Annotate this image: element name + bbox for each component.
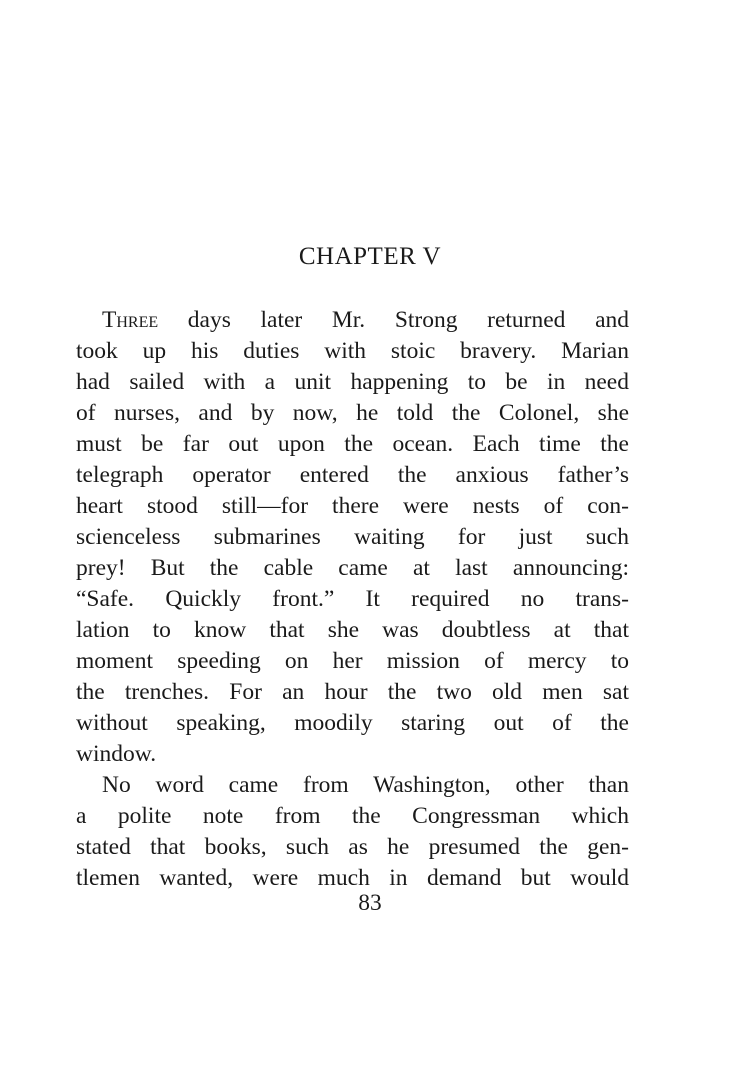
paragraph-1-line-12: moment speeding on her mission of mercy to: [76, 648, 629, 674]
paragraph-2-line-1: No word came from Washington, other than: [102, 772, 629, 798]
chapter-heading: CHAPTER V: [298, 243, 442, 270]
paragraph-1-line-3: had sailed with a unit happening to be in need: [76, 369, 629, 395]
paragraph-1-line-7: heart stood still—for there were nests of con-: [76, 493, 629, 519]
paragraph-2-line-3: stated that books, such as he presumed the gen-: [76, 834, 629, 860]
paragraph-1-line-9: prey! But the cable came at last announcing:: [76, 555, 629, 581]
paragraph-1-line-13: the trenches. For an hour the two old men sat: [76, 679, 629, 705]
paragraph-lead-word: Three: [102, 307, 159, 333]
paragraph-1-line-11: lation to know that she was doubtless at that: [76, 617, 629, 643]
paragraph-1-line-1: Three days later Mr. Strong returned and: [102, 307, 629, 333]
paragraph-2-line-4: tlemen wanted, were much in demand but would: [76, 865, 629, 891]
paragraph-1-line-4: of nurses, and by now, he told the Colonel, she: [76, 400, 629, 426]
paragraph-1-line-6: telegraph operator entered the anxious father’s: [76, 462, 629, 488]
paragraph-1-line-10: “Safe. Quickly front.” It required no trans-: [76, 586, 629, 612]
paragraph-1-line-5: must be far out upon the ocean. Each time the: [76, 431, 629, 457]
paragraph-1-line-15: window.: [76, 741, 157, 767]
paragraph-1-line-2: took up his duties with stoic bravery. Marian: [76, 338, 629, 364]
body-text: [76, 305, 629, 894]
page-number: 83: [358, 890, 382, 916]
paragraph-2-line-2: a polite note from the Congressman which: [76, 803, 629, 829]
paragraph-1-line-14: without speaking, moodily staring out of the: [76, 710, 629, 736]
paragraph-1-line-8: scienceless submarines waiting for just such: [76, 524, 629, 550]
